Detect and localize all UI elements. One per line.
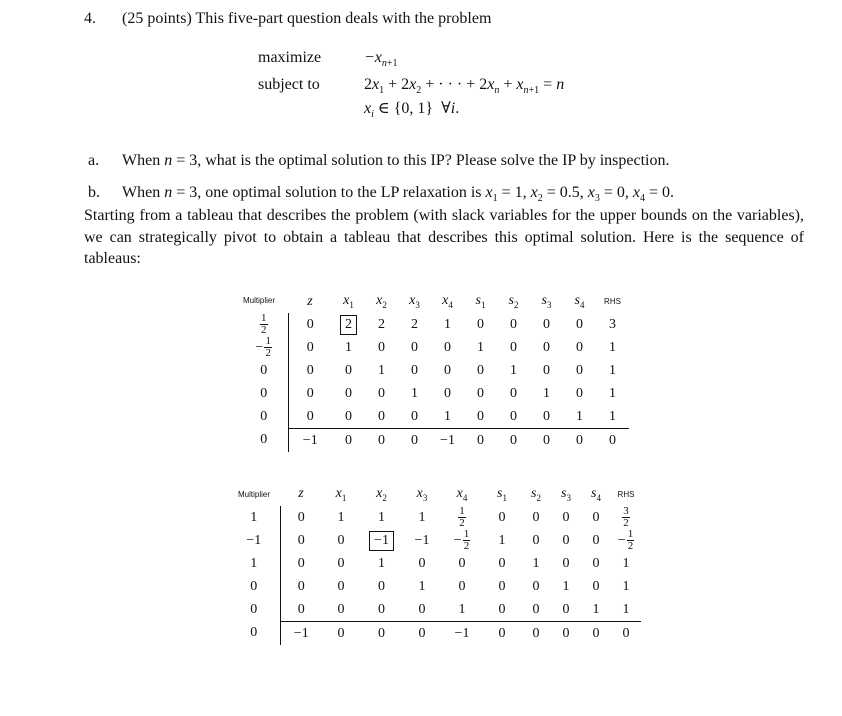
cell: 1 (562, 578, 570, 594)
cell: 0 (378, 339, 385, 355)
part-b-text-1: When n = 3, one optimal solution to the LP relaxation is $x_1 = 1$, $x_2 = 0.5$, $x_3 = 0$, $x_4 = 0$. (122, 184, 675, 205)
cell: 0 (477, 408, 484, 424)
cell: 0 (288, 336, 332, 359)
cell: 0 (543, 316, 550, 332)
cell: 0 (280, 575, 322, 598)
multiplier-cell: 0 (250, 601, 258, 617)
objective-expression: $-x_{n+1}$ (364, 49, 398, 70)
cell: 0 (592, 578, 600, 594)
header-s2: $s_2$ (508, 293, 519, 310)
cell: 0 (337, 578, 345, 594)
cell: 0 (288, 359, 332, 382)
question-intro: (25 points) This five-part question deals with the problem (122, 10, 492, 27)
cell: 0 (581, 622, 611, 646)
cell: 0 (345, 362, 352, 378)
part-b-label: b. (88, 184, 100, 201)
header-x3: $x_3$ (409, 293, 420, 310)
cell: 1 (378, 362, 385, 378)
cell: 0 (345, 385, 352, 401)
multiplier-cell: −1 (246, 532, 262, 548)
cell: 1 (592, 601, 600, 617)
binary-constraint: $x_i$ ∈ {0, 1} ∀i. (364, 100, 460, 121)
cell: 0 (280, 598, 322, 622)
header-x3: $x_3$ (416, 485, 428, 503)
cell: 0 (288, 382, 332, 405)
cell: 0 (411, 339, 418, 355)
part-b-text-2: Starting from a tableau that describes the problem (with slack variables for the upper bounds on the variables), we can strategically pivot to obtain a tableau that describes this optimal solution. Here is the sequence of tableaus: (84, 207, 804, 267)
header-s3: $s_3$ (561, 485, 571, 503)
cell: −1 (280, 622, 322, 646)
rhs-cell: − $\frac{1}{2}$ (617, 528, 634, 552)
cell: 1 (510, 362, 517, 378)
cell: 1 (444, 408, 451, 424)
cell: 0 (551, 622, 581, 646)
subject-to-label: subject to (258, 76, 320, 93)
cell: 0 (532, 578, 540, 594)
cell: 0 (444, 339, 451, 355)
cell: 0 (497, 429, 530, 453)
multiplier-cell: 1 (250, 555, 258, 571)
tableau2-objective-row (228, 622, 685, 646)
rhs-cell: $\frac{3}{2}$ (623, 505, 629, 529)
cell: 0 (378, 408, 385, 424)
maximize-label: maximize (258, 49, 322, 66)
tableau1-multiplier-header: Multiplier (243, 296, 276, 305)
cell: 0 (458, 578, 466, 594)
cell: 1 (337, 509, 345, 525)
cell: 0 (543, 362, 550, 378)
cell: 0 (562, 532, 570, 548)
cell: 0 (592, 555, 600, 571)
cell: 1 (532, 555, 540, 571)
cell: 0 (345, 408, 352, 424)
cell: 0 (280, 506, 322, 529)
header-x2: $x_2$ (376, 485, 387, 503)
tableau2-row-3 (228, 552, 685, 575)
rhs-cell: 1 (609, 362, 616, 378)
cell: 0 (464, 429, 497, 453)
cell: 0 (411, 362, 418, 378)
cell: 0 (280, 552, 322, 575)
constraint-equation: $2x_1 + 2x_2$ + · · · + $2x_n + x_{n+1} = n$ (364, 76, 565, 97)
cell: 1 (418, 578, 426, 594)
header-s2: $s_2$ (531, 485, 541, 503)
cell: 0 (543, 408, 550, 424)
cell: 0 (337, 555, 345, 571)
cell: 0 (498, 509, 506, 525)
rhs-cell: 0 (596, 429, 629, 453)
header-rhs: RHS (617, 489, 635, 499)
multiplier-cell: 1 (250, 509, 258, 525)
cell: 2 (378, 316, 385, 332)
cell: 0 (532, 532, 540, 548)
cell: 0 (477, 385, 484, 401)
tableau1-row-4 (240, 382, 665, 405)
header-z: z (307, 293, 313, 309)
rhs-cell: 1 (609, 385, 616, 401)
rhs-cell: 1 (609, 339, 616, 355)
tableau2-header-row (228, 482, 685, 506)
cell: 2 (411, 316, 418, 332)
cell: 1 (418, 509, 426, 525)
cell: 0 (592, 532, 600, 548)
header-s1: $s_1$ (475, 293, 486, 310)
cell: 1 (444, 316, 451, 332)
cell: 0 (498, 578, 506, 594)
tableau1-objective-row (240, 429, 665, 453)
part-a-label: a. (88, 152, 100, 169)
cell: 0 (280, 529, 322, 552)
cell: − $\frac{1}{2}$ (453, 528, 470, 552)
rhs-cell: 1 (609, 408, 616, 424)
cell: 0 (521, 622, 551, 646)
pivot-cell: −1 (360, 529, 403, 552)
cell: 0 (288, 405, 332, 429)
cell: 0 (337, 532, 345, 548)
cell: 0 (563, 429, 596, 453)
cell: 0 (458, 555, 466, 571)
cell: 0 (337, 601, 345, 617)
cell: 0 (378, 601, 385, 617)
cell: 0 (543, 339, 550, 355)
cell: 0 (576, 339, 583, 355)
tableau1-row-2 (240, 336, 665, 359)
cell: 0 (398, 429, 431, 453)
cell: 0 (562, 601, 570, 617)
cell: 0 (530, 429, 563, 453)
header-x2: $x_2$ (376, 293, 387, 310)
cell: 0 (510, 385, 517, 401)
rhs-cell: 1 (622, 601, 630, 617)
tableau-1 (240, 290, 665, 452)
cell: 0 (477, 362, 484, 378)
rhs-cell: 3 (609, 316, 616, 332)
multiplier-cell: 0 (260, 385, 268, 401)
multiplier-cell: 0 (260, 362, 268, 378)
multiplier-cell: − $\frac{1}{2}$ (255, 335, 271, 359)
tableau2-row-4 (228, 575, 685, 598)
cell: 1 (498, 532, 506, 548)
cell: 0 (576, 362, 583, 378)
cell: 0 (378, 578, 385, 594)
cell: 0 (576, 316, 583, 332)
part-a-text: When n = 3, what is the optimal solution to this IP? Please solve the IP by inspection. (122, 152, 670, 169)
cell: 1 (345, 339, 352, 355)
tableau1-row-1 (240, 313, 665, 336)
header-x1: $x_1$ (335, 485, 347, 503)
cell: −1 (288, 429, 332, 453)
cell: 0 (477, 316, 484, 332)
cell: 0 (592, 509, 600, 525)
tableau2-multiplier-header: Multiplier (237, 489, 270, 499)
cell: 0 (322, 622, 360, 646)
cell: 0 (411, 408, 418, 424)
tableau-2 (228, 482, 685, 645)
cell: 0 (498, 555, 506, 571)
header-z: z (298, 486, 304, 501)
cell: 0 (532, 509, 540, 525)
header-rhs: RHS (604, 297, 621, 306)
header-x1: $x_1$ (343, 293, 354, 310)
multiplier-cell: 0 (260, 432, 268, 448)
cell: 0 (510, 408, 517, 424)
cell: 0 (360, 622, 403, 646)
question-number: 4. (84, 10, 96, 27)
cell: 0 (365, 429, 398, 453)
multiplier-cell: 0 (250, 578, 258, 594)
cell: 0 (510, 339, 517, 355)
header-x4: $x_4$ (442, 293, 453, 310)
tableau2-row-1 (228, 506, 685, 529)
cell: 1 (477, 339, 484, 355)
multiplier-cell: 0 (250, 625, 258, 641)
header-s3: $s_3$ (541, 293, 552, 310)
multiplier-cell: $\frac{1}{2}$ (261, 312, 267, 336)
header-x4: $x_4$ (456, 485, 468, 503)
cell: 0 (378, 385, 385, 401)
cell: 0 (576, 385, 583, 401)
rhs-cell: 1 (622, 578, 630, 594)
multiplier-cell: 0 (260, 408, 268, 424)
cell: 0 (418, 555, 426, 571)
cell: −1 (431, 429, 464, 453)
cell: 0 (444, 385, 451, 401)
cell: −1 (414, 532, 430, 548)
cell: −1 (441, 622, 483, 646)
tableau1-row-5 (240, 405, 665, 429)
header-s4: $s_4$ (574, 293, 585, 310)
cell: $\frac{1}{2}$ (459, 505, 465, 529)
pivot-cell: 2 (332, 313, 365, 336)
cell: 0 (418, 601, 426, 617)
cell: 1 (543, 385, 550, 401)
cell: 1 (576, 408, 583, 424)
tableau1-header-row (240, 290, 665, 313)
cell: 0 (562, 509, 570, 525)
cell: 0 (532, 601, 540, 617)
cell: 0 (510, 316, 517, 332)
header-s4: $s_4$ (591, 485, 601, 503)
cell: 0 (562, 555, 570, 571)
tableau2-row-5 (228, 598, 685, 622)
cell: 1 (458, 601, 466, 617)
tableau1-row-3 (240, 359, 665, 382)
cell: 0 (483, 622, 521, 646)
cell: 1 (411, 385, 418, 401)
cell: 1 (378, 555, 385, 571)
rhs-cell: 1 (622, 555, 630, 571)
cell: 0 (403, 622, 441, 646)
cell: 0 (498, 601, 506, 617)
cell: 1 (378, 509, 385, 525)
cell: 0 (444, 362, 451, 378)
tableau2-row-2 (228, 529, 685, 552)
cell: 0 (288, 313, 332, 336)
rhs-cell: 0 (611, 622, 641, 646)
header-s1: $s_1$ (497, 485, 507, 503)
cell: 0 (332, 429, 365, 453)
